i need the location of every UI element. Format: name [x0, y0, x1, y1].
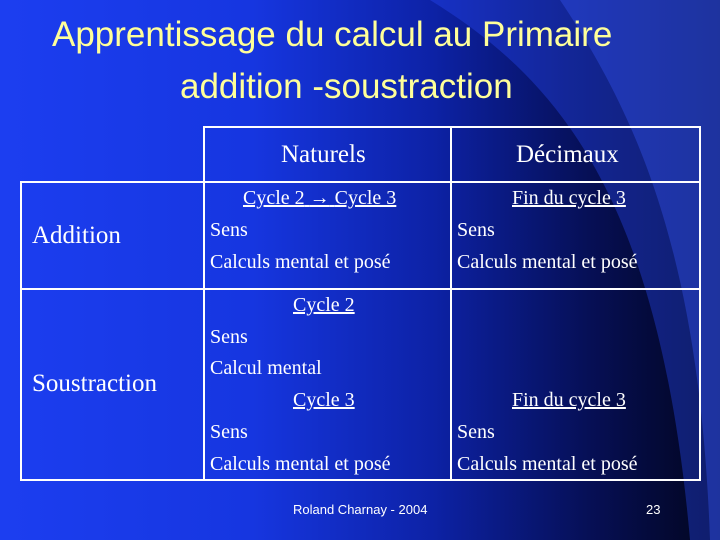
addition-decimaux-cycle: Fin du cycle 3: [512, 187, 626, 209]
soustraction-naturels-calculs: Calculs mental et posé: [210, 453, 391, 475]
cycle-to: Cycle 3: [334, 187, 397, 209]
table-row-separator: [20, 288, 701, 290]
cycle-from: Cycle 2: [243, 187, 305, 209]
title-line-1: Apprentissage du calcul au Primaire: [52, 15, 613, 54]
soustraction-naturels-sens-b: Sens: [210, 421, 248, 443]
addition-decimaux-sens: Sens: [457, 219, 495, 241]
soustraction-naturels-calcul-mental: Calcul mental: [210, 357, 322, 379]
row-label-addition: Addition: [32, 222, 121, 249]
addition-naturels-calculs: Calculs mental et posé: [210, 251, 391, 273]
soustraction-decimaux-sens: Sens: [457, 421, 495, 443]
title-line-2: addition -soustraction: [180, 67, 513, 106]
soustraction-decimaux-cycle: Fin du cycle 3: [512, 389, 626, 411]
page-number: 23: [646, 502, 661, 517]
table-right-border: [699, 126, 701, 481]
addition-naturels-sens: Sens: [210, 219, 248, 241]
soustraction-naturels-cycle-3: Cycle 3: [293, 389, 355, 411]
header-naturels: Naturels: [281, 141, 366, 168]
soustraction-decimaux-calculs: Calculs mental et posé: [457, 453, 638, 475]
footer-author: Roland Charnay - 2004: [293, 502, 428, 517]
arrow-right-icon: →: [309, 187, 330, 209]
soustraction-naturels-sens-a: Sens: [210, 326, 248, 348]
addition-naturels-cycle: [243, 182, 396, 214]
soustraction-naturels-cycle-2: Cycle 2: [293, 294, 355, 316]
table-col1-separator: [203, 126, 205, 481]
table-left-border: [20, 181, 22, 481]
table-top-border: [203, 126, 701, 128]
table-col2-separator: [450, 126, 452, 481]
header-decimaux: Décimaux: [516, 141, 619, 168]
addition-decimaux-calculs: Calculs mental et posé: [457, 251, 638, 273]
row-label-soustraction: Soustraction: [32, 370, 157, 397]
